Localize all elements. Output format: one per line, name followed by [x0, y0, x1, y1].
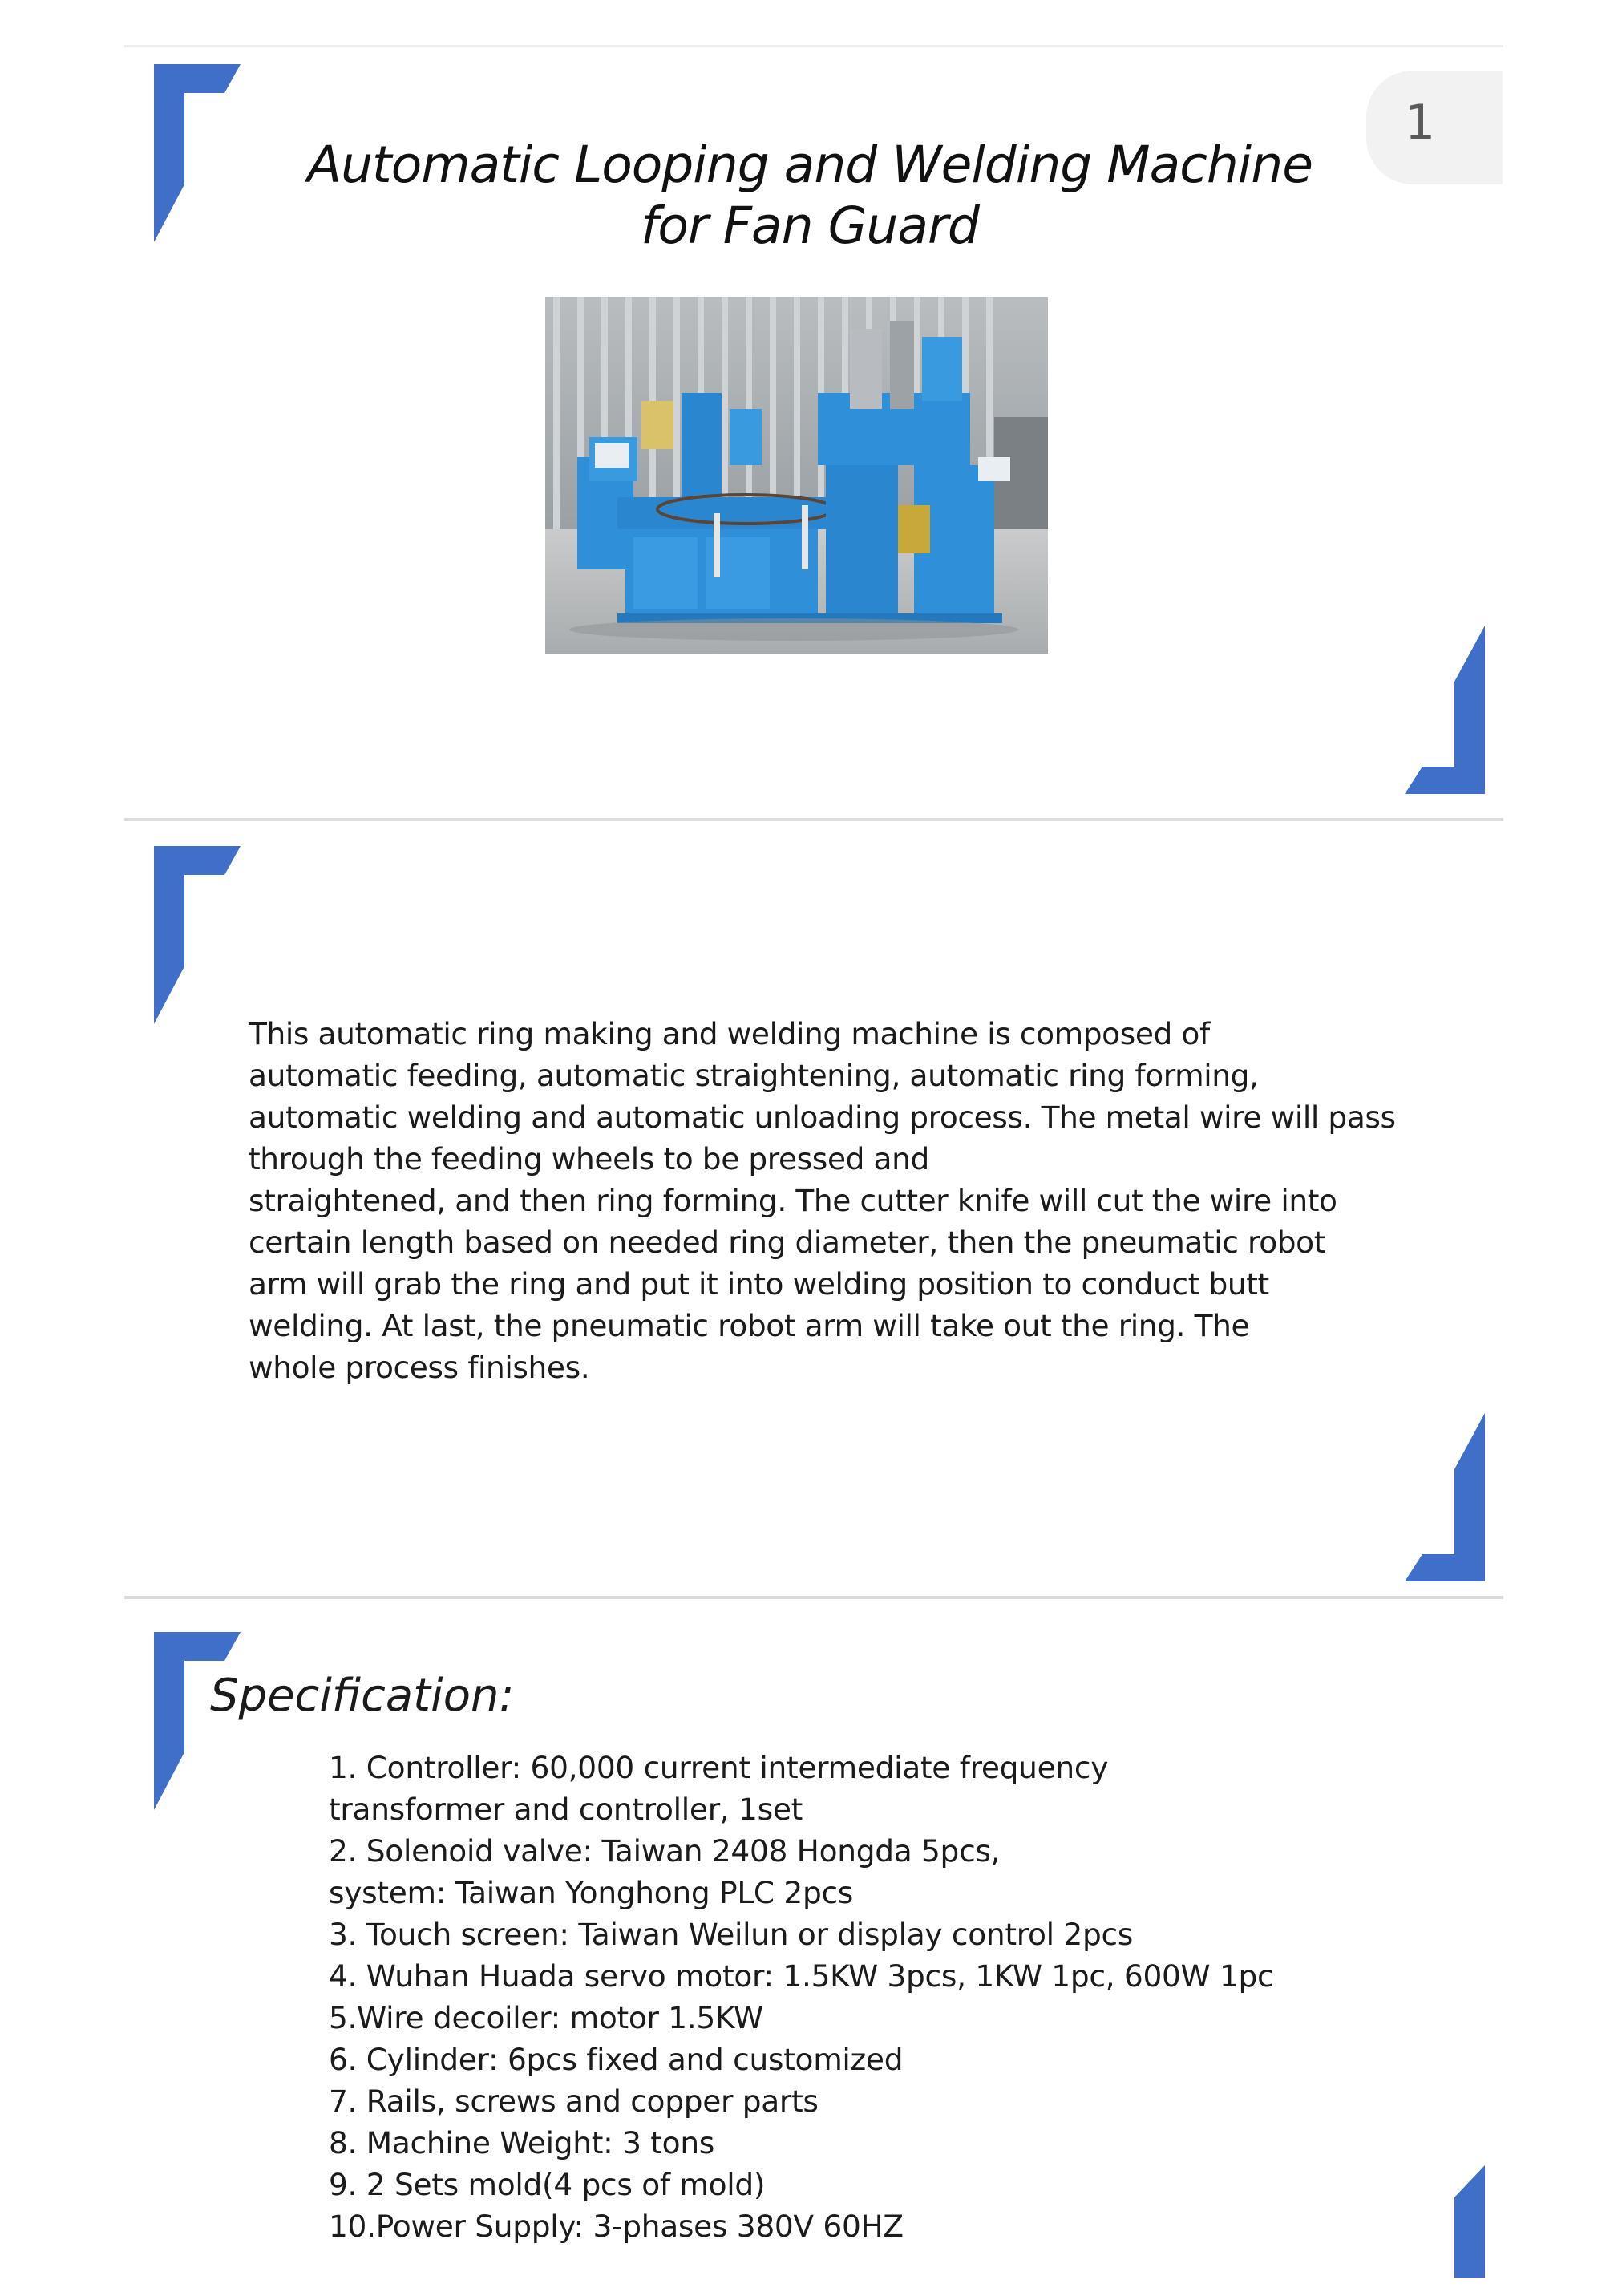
title-line-2: for Fan Guard: [641, 196, 979, 255]
spec-line: 3. Touch screen: Taiwan Weilun or display control 2pcs: [329, 1917, 1134, 1952]
specification-list: [329, 1747, 1451, 2247]
spec-line: 5.Wire decoiler: motor 1.5KW: [329, 2000, 763, 2035]
corner-bracket-bottom-right-1: [1405, 626, 1485, 794]
description-line: arm will grab the ring and put it into welding position to conduct butt: [249, 1266, 1269, 1302]
corner-bracket-bottom-right-2: [1405, 1413, 1485, 1581]
description-line: whole process finishes.: [249, 1350, 590, 1385]
spec-line: 9. 2 Sets mold(4 pcs of mold): [329, 2167, 766, 2202]
title-line-1: Automatic Looping and Welding Machine: [306, 136, 1313, 194]
description-paragraph: [249, 1013, 1396, 1388]
corner-bracket-top-left-2: [154, 846, 241, 1024]
spec-line: transformer and controller, 1set: [329, 1792, 803, 1827]
description-line: automatic feeding, automatic straightening, automatic ring forming,: [249, 1058, 1259, 1093]
description-line: welding. At last, the pneumatic robot arm will take out the ring. The: [249, 1308, 1250, 1343]
spec-line: 1. Controller: 60,000 current intermediate frequency: [329, 1750, 1109, 1785]
spec-line: 10.Power Supply: 3-phases 380V 60HZ: [329, 2209, 904, 2244]
corner-bracket-bottom-right-3: [1405, 2165, 1485, 2278]
corner-bracket-top-left-1: [154, 64, 241, 242]
spec-line: 8. Machine Weight: 3 tons: [329, 2125, 715, 2160]
top-rule: [124, 45, 1503, 47]
specification-heading: Specification:: [210, 1670, 515, 1722]
spec-line: 2. Solenoid valve: Taiwan 2408 Hongda 5pcs,: [329, 1833, 1001, 1869]
description-line: This automatic ring making and welding machine is composed of: [249, 1016, 1210, 1051]
description-line: certain length based on needed ring diameter, then the pneumatic robot: [249, 1225, 1326, 1260]
page-number: 1: [1405, 95, 1436, 151]
description-line: straightened, and then ring forming. The cutter knife will cut the wire into: [249, 1183, 1337, 1218]
machine-photo: [545, 297, 1048, 654]
description-line: through the feeding wheels to be pressed and: [249, 1141, 929, 1176]
slide-divider-1: [124, 818, 1503, 821]
spec-line: 7. Rails, screws and copper parts: [329, 2083, 819, 2119]
slide-divider-2: [124, 1596, 1503, 1599]
spec-line: system: Taiwan Yonghong PLC 2pcs: [329, 1875, 854, 1910]
description-line: automatic welding and automatic unloading process. The metal wire will pass: [249, 1099, 1396, 1135]
slide-title: [241, 135, 1379, 257]
spec-line: 6. Cylinder: 6pcs fixed and customized: [329, 2042, 904, 2077]
spec-line: 4. Wuhan Huada servo motor: 1.5KW 3pcs, 1KW 1pc, 600W 1pc: [329, 1958, 1274, 1994]
